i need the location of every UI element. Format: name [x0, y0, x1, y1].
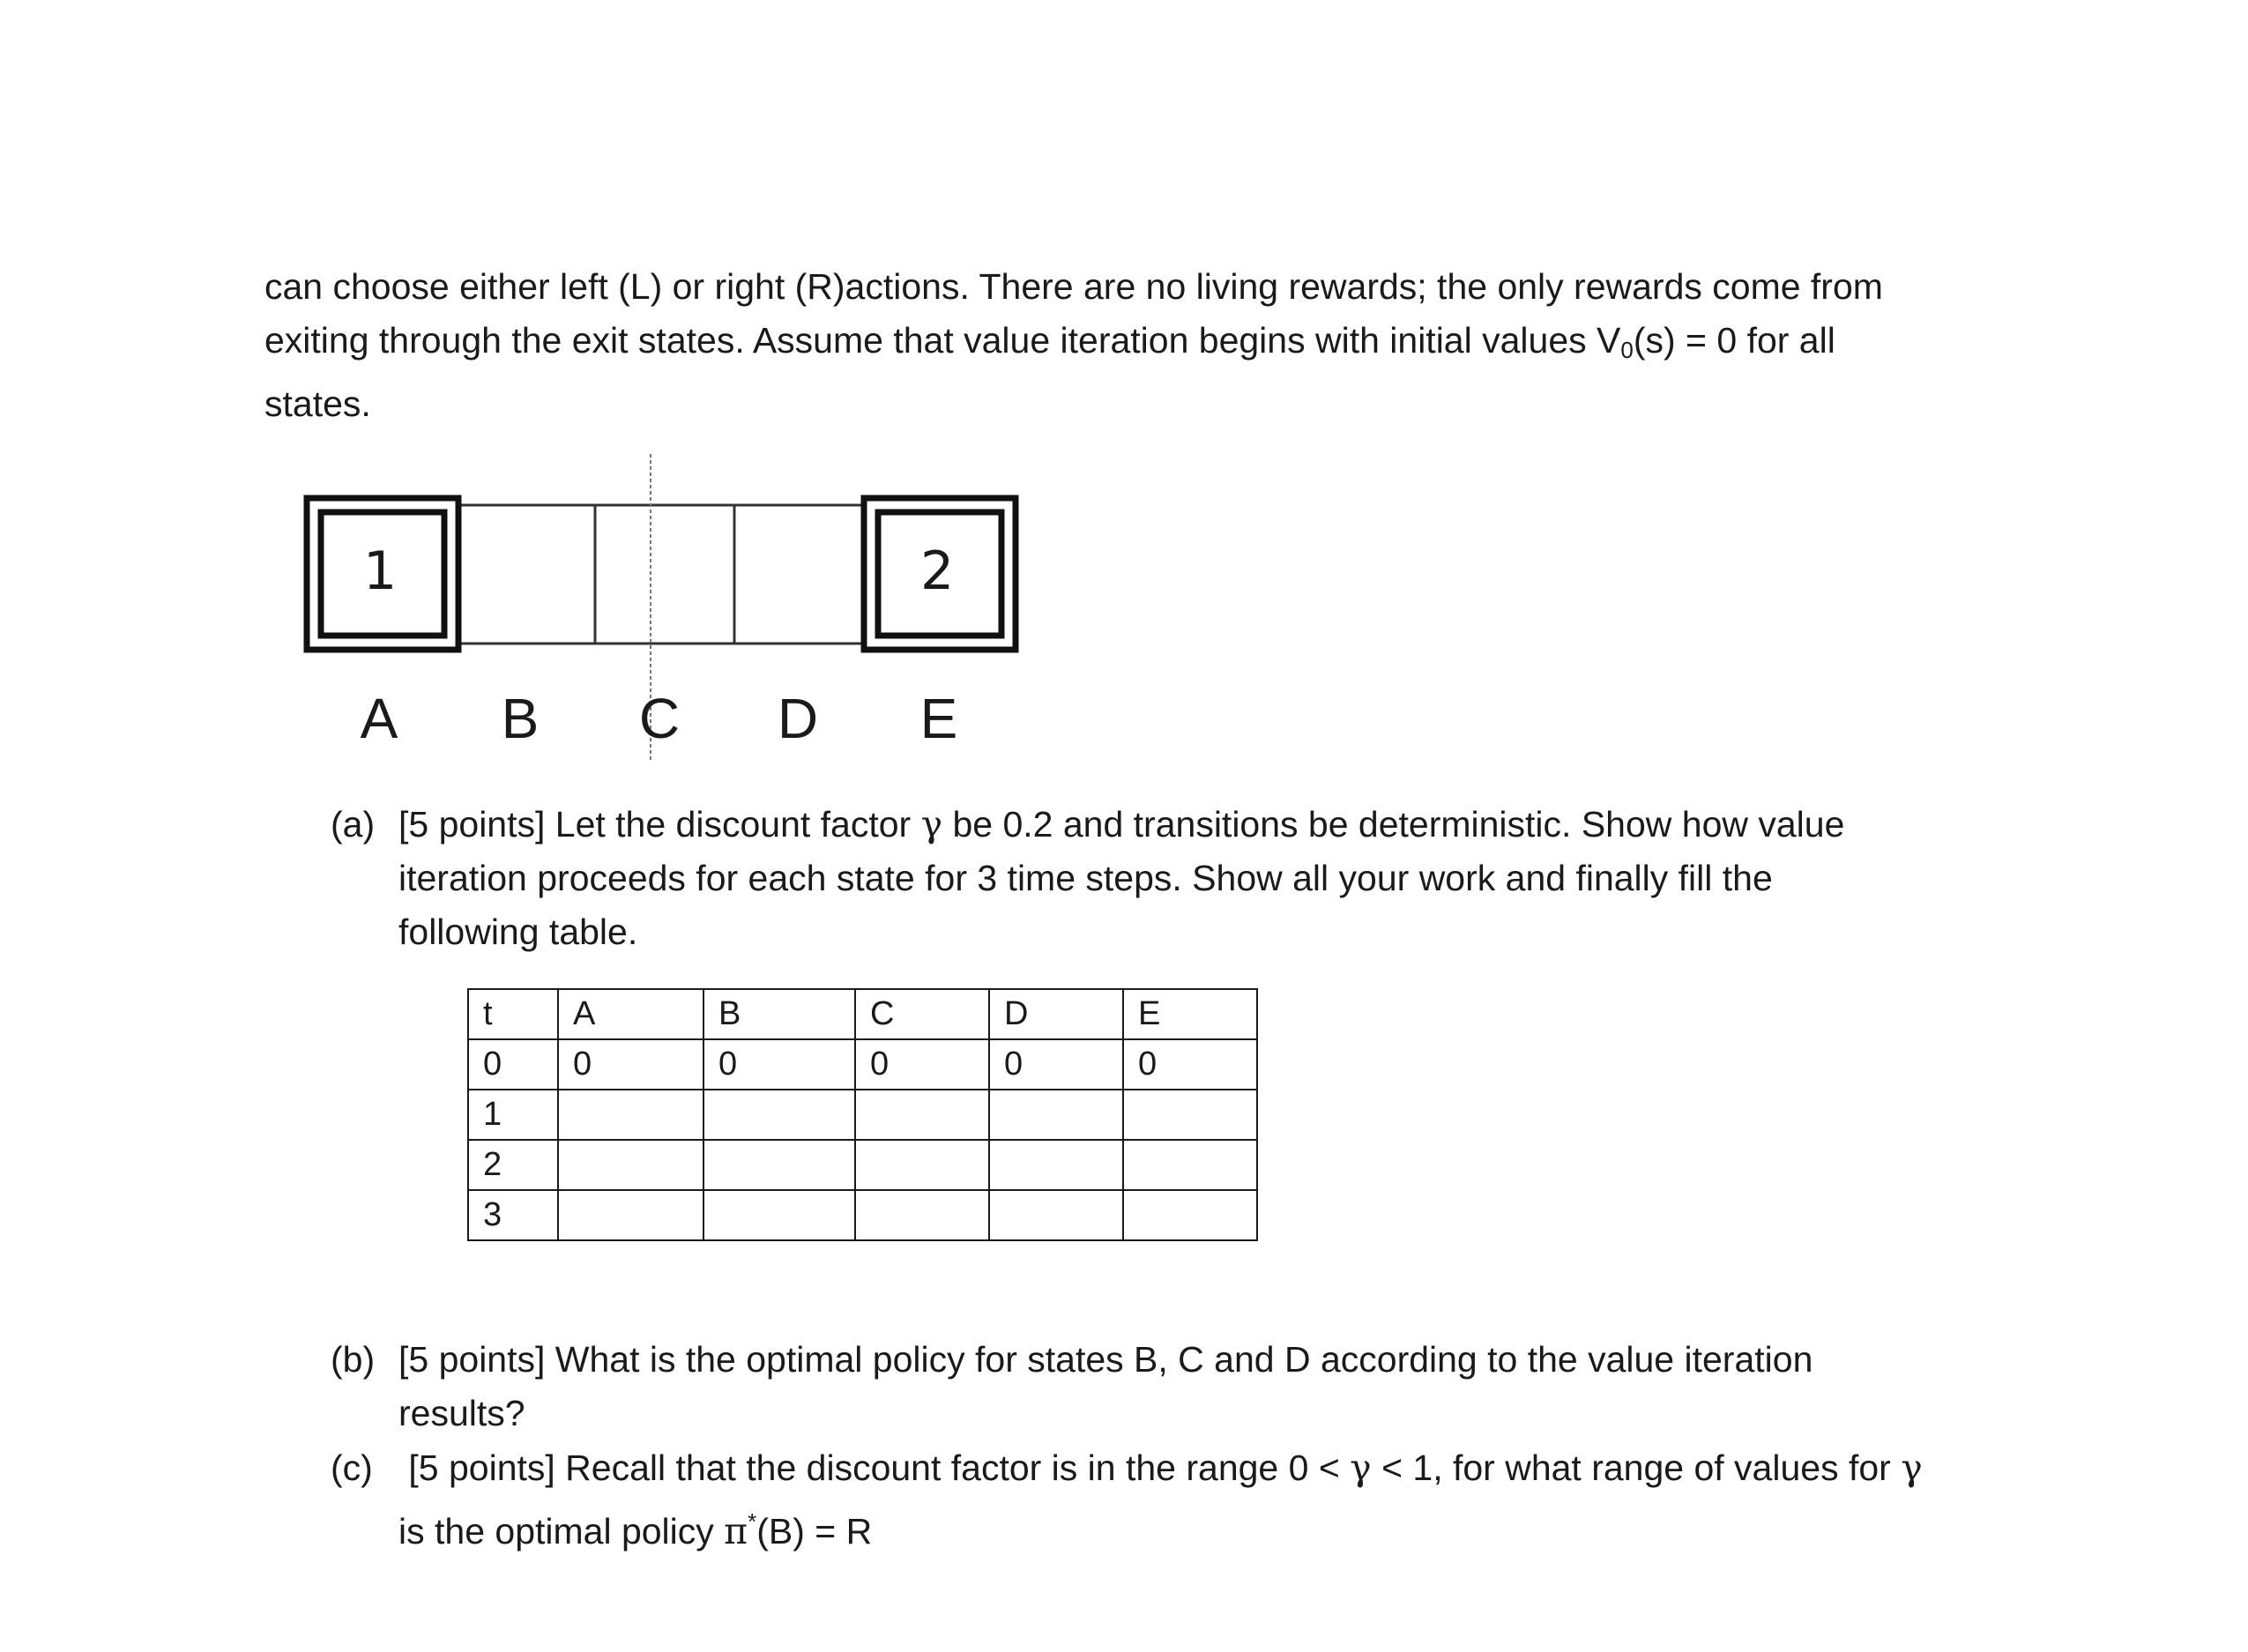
gamma-symbol: γ — [920, 803, 943, 845]
table-cell — [1123, 1140, 1257, 1190]
intro-line-2-post: (s) = 0 for all — [1633, 320, 1835, 361]
table-cell — [703, 1190, 855, 1240]
grid-world-svg — [300, 489, 1023, 657]
grid-state-labels — [0, 686, 1146, 748]
table-cell — [855, 1090, 989, 1140]
question-a-label: (a) — [331, 804, 376, 845]
table-cell — [1123, 1090, 1257, 1140]
table-cell: 0 — [558, 1039, 703, 1090]
table-cell — [703, 1090, 855, 1140]
question-a-line-3: following table. — [398, 912, 638, 952]
question-c-text-1-mid: < 1, for what range of values for — [1371, 1447, 1902, 1488]
table-cell: 1 — [468, 1090, 558, 1140]
table-cell — [1123, 1190, 1257, 1240]
table-cell: 2 — [468, 1140, 558, 1190]
grid-strip — [458, 505, 864, 644]
table-cell — [855, 1140, 989, 1190]
intro-line-1: can choose either left (L) or right (R)actions. There are no living rewards; the only rewards come from — [264, 266, 1883, 307]
table-cell — [989, 1090, 1123, 1140]
question-c-text-2-pre: is the optimal policy — [398, 1511, 725, 1552]
star-superscript: * — [748, 1508, 757, 1535]
question-c-line-1 — [398, 1447, 1923, 1488]
table-cell — [989, 1190, 1123, 1240]
table-header-cell: D — [989, 989, 1123, 1039]
table-cell — [558, 1140, 703, 1190]
question-b — [331, 1333, 2006, 1440]
state-label-e: E — [919, 687, 958, 750]
grid-world-diagram — [300, 489, 1023, 657]
state-label-c: C — [638, 687, 681, 750]
intro-paragraph — [264, 260, 2028, 431]
question-a-text-1-post: be 0.2 and transitions be deterministic. Show how value — [942, 804, 1845, 845]
table-cell: 0 — [989, 1039, 1123, 1090]
table-cell — [989, 1140, 1123, 1190]
table-cell — [855, 1190, 989, 1240]
question-b-label: (b) — [331, 1339, 376, 1380]
gamma-symbol: γ — [1901, 1447, 1923, 1489]
table-header-cell: B — [703, 989, 855, 1039]
gamma-symbol: γ — [1350, 1447, 1372, 1489]
question-b-line-2: results? — [398, 1393, 525, 1433]
question-a-line-2: iteration proceeds for each state for 3 time steps. Show all your work and finally fill the — [398, 858, 1773, 898]
exit-e-reward: 2 — [920, 540, 955, 602]
table-cell: 0 — [468, 1039, 558, 1090]
state-label-b: B — [501, 687, 540, 750]
question-a-text-1-pre: [5 points] Let the discount factor — [398, 804, 921, 845]
table-row — [468, 1039, 1257, 1090]
question-c — [331, 1441, 2006, 1559]
table-cell — [558, 1190, 703, 1240]
table-cell — [703, 1140, 855, 1190]
question-b-line-1: [5 points] What is the optimal policy for states B, C and D according to the value iteration — [398, 1339, 1813, 1380]
table-row — [468, 1140, 1257, 1190]
state-label-a: A — [360, 687, 398, 750]
table-cell: 0 — [703, 1039, 855, 1090]
question-c-label: (c) — [331, 1447, 373, 1488]
value-iteration-table — [467, 988, 1258, 1241]
table-header-cell: C — [855, 989, 989, 1039]
table-row — [468, 1090, 1257, 1140]
intro-line-3: states. — [264, 383, 371, 424]
state-label-d: D — [777, 687, 819, 750]
table-header-cell: E — [1123, 989, 1257, 1039]
table-header-row — [468, 989, 1257, 1039]
table-cell: 0 — [1123, 1039, 1257, 1090]
intro-subscript: 0 — [1620, 337, 1634, 363]
table-cell: 3 — [468, 1190, 558, 1240]
table-header-cell: A — [558, 989, 703, 1039]
question-c-line-2 — [331, 1495, 2006, 1559]
question-a — [331, 798, 2006, 959]
question-a-line-1 — [398, 804, 1844, 845]
table-cell: 0 — [855, 1039, 989, 1090]
intro-line-2-pre: exiting through the exit states. Assume that value iteration begins with initial values V — [264, 320, 1621, 361]
exit-a-reward: 1 — [363, 540, 398, 602]
table-cell — [558, 1090, 703, 1140]
table-row — [468, 1190, 1257, 1240]
table-header-cell: t — [468, 989, 558, 1039]
question-c-text-1-pre: [5 points] Recall that the discount factor is in the range 0 < — [398, 1447, 1351, 1488]
pi-symbol: π — [724, 1510, 748, 1552]
question-c-text-2-post: (B) = R — [756, 1511, 873, 1552]
intro-line-2 — [264, 314, 2028, 377]
